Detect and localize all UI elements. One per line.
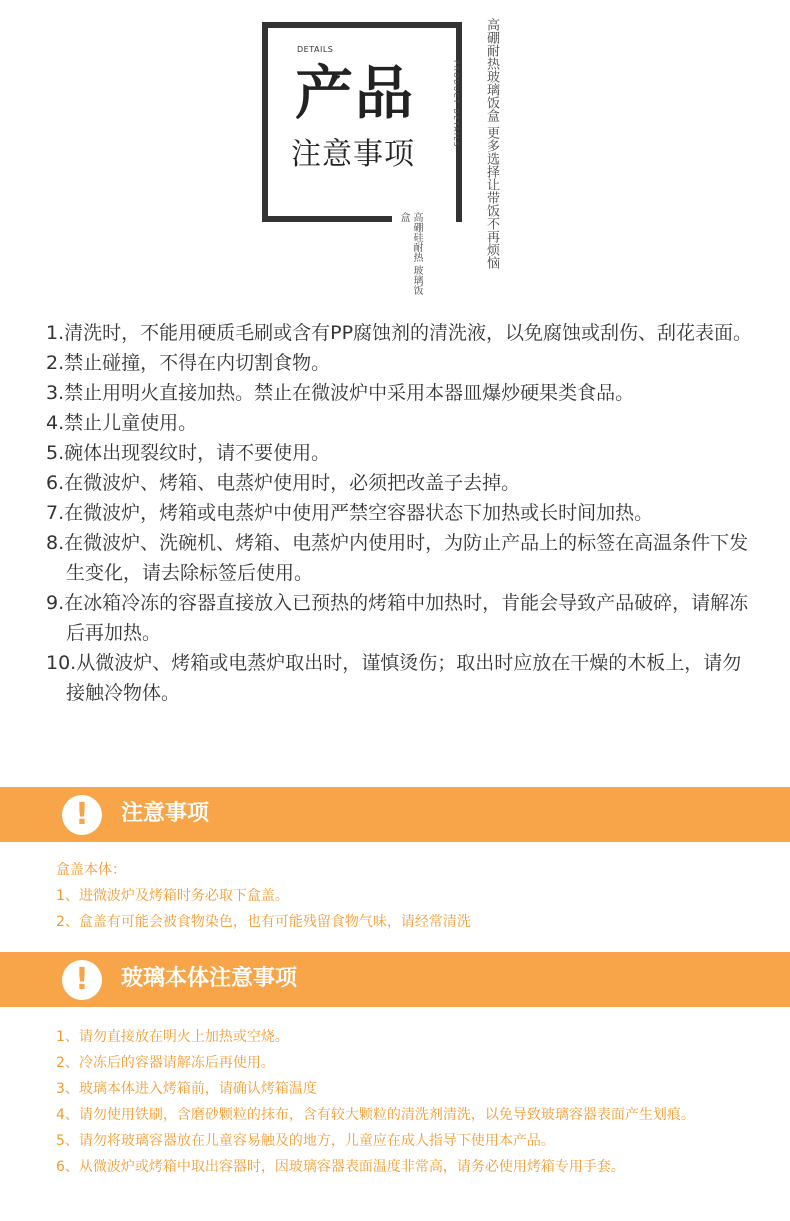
note-item: 6.在微波炉、烤箱、电蒸炉使用时，必须把改盖子去掉。: [46, 472, 521, 494]
lid-note-item: 2、盒盖有可能会被食物染色，也有可能残留食物气味，请经常清洗: [56, 914, 471, 930]
note-item: 10.从微波炉、烤箱或电蒸炉取出时，谨慎烫伤；取出时应放在干燥的木板上，请勿接触冷物体。: [46, 652, 742, 704]
notes-list: [46, 318, 756, 708]
header: [0, 0, 790, 300]
note-item: 3.禁止用明火直接加热。禁止在微波炉中采用本器皿爆炒硬果类食品。: [46, 382, 635, 404]
note-item: 7.在微波炉，烤箱或电蒸炉中使用严禁空容器状态下加热或长时间加热。: [46, 502, 654, 524]
section-header-notice: [0, 787, 790, 842]
vertical-english-label: PRODUCT DETAILS: [452, 60, 460, 148]
vertical-tagline-col1: 高硼耐热玻璃饭盒: [484, 18, 499, 122]
glass-note-item: 2、冷冻后的容器请解冻后再使用。: [56, 1055, 275, 1071]
note-item: 4.禁止儿童使用。: [46, 412, 198, 434]
page-subtitle: 注意事项: [291, 137, 415, 172]
section-title-notice: 注意事项: [121, 801, 210, 826]
exclamation-icon: !: [62, 960, 102, 1000]
vertical-small-label: [397, 212, 423, 300]
note-item: 8.在微波炉、洗碗机、烤箱、电蒸炉内使用时，为防止产品上的标签在高温条件下发生变化，请去除标签后使用。: [46, 532, 749, 584]
vertical-tagline: [483, 18, 500, 269]
lid-note-item: 1、进微波炉及烤箱时务必取下盒盖。: [56, 888, 289, 904]
lid-notes: [56, 857, 756, 935]
glass-note-item: 5、请勿将玻璃容器放在儿童容易触及的地方，儿童应在成人指导下使用本产品。: [56, 1133, 555, 1149]
note-item: 1.清洗时，不能用硬质毛刷或含有PP腐蚀剂的清洗液，以免腐蚀或刮伤、刮花表面。: [46, 322, 753, 344]
glass-note-item: 4、请勿使用铁刷，含磨砂颗粒的抹布，含有较大颗粒的清洗剂清洗，以免导致玻璃容器表面产生划痕。: [56, 1107, 695, 1123]
section-header-glass: [0, 952, 790, 1007]
lid-notes-heading: 盒盖本体：: [56, 862, 126, 878]
vertical-tagline-col2: 更多选择让带饭不再烦恼: [484, 126, 499, 270]
title-frame-bottom-edge: [262, 216, 392, 222]
glass-note-item: 3、玻璃本体进入烤箱前，请确认烤箱温度: [56, 1081, 317, 1097]
note-item: 5.碗体出现裂纹时，请不要使用。: [46, 442, 331, 464]
glass-notes: [56, 1024, 756, 1180]
vertical-small-col2: 玻璃饭盒: [398, 212, 422, 296]
details-label: DETAILS: [297, 45, 334, 54]
exclamation-icon: !: [62, 795, 102, 835]
note-item: 9.在冰箱冷冻的容器直接放入已预热的烤箱中加热时，肯能会导致产品破碎，请解冻后再加热。: [46, 592, 749, 644]
vertical-small-col1: 高硼硅耐热: [411, 212, 422, 262]
section-title-glass: 玻璃本体注意事项: [121, 966, 298, 991]
glass-note-item: 1、请勿直接放在明火上加热或空烧。: [56, 1029, 289, 1045]
note-item: 2.禁止碰撞，不得在内切割食物。: [46, 352, 331, 374]
glass-note-item: 6、从微波炉或烤箱中取出容器时，因玻璃容器表面温度非常高，请务必使用烤箱专用手套。: [56, 1159, 625, 1175]
page-title: 产品: [295, 59, 416, 127]
